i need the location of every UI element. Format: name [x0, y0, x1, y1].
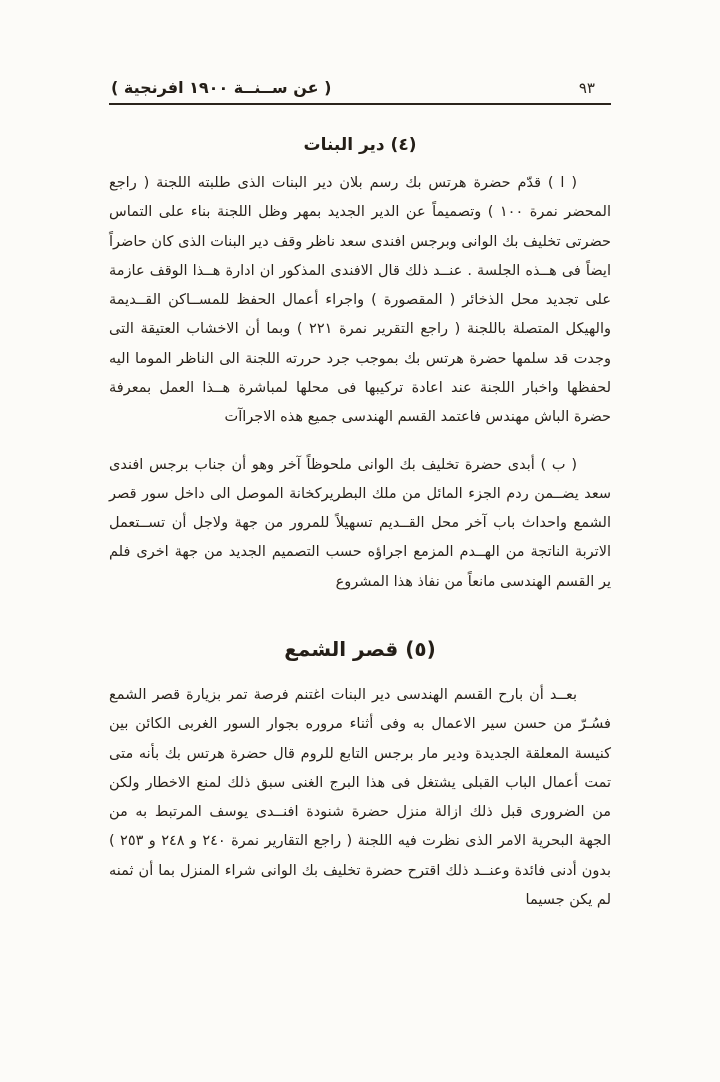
- paragraph-b: ( ب ) أبدى حضرة تخليف بك الوانى ملحوظاً آخر وهو أن جناب برجس افندى سعد يضــمن ردم الجزء المائل من ملك البطريركخانة الموصل الى داخل سور قصر الشمع واحداث باب آخر محل القــديم تسهيلاً للمرور من جهة ولاجل أن تســتعمل الاتربة الناتجة من الهــدم المزمع اجراؤه حسب التصميم الجديد من جهة اخرى فلم ير القسم الهندسى مانعاً من نفاذ هذا المشروع: [109, 456, 611, 590]
- header-rule: [109, 103, 611, 105]
- section-heading-dir-al-banat: (٤) دير البنات: [303, 135, 417, 155]
- paragraph-a: ( ا ) قدّم حضرة هرتس بك رسم بلان دير البنات الذى طلبته اللجنة ( راجع المحضر نمرة ١٠٠ ) وتصميماً عن الدير الجديد بمهر وظل اللجنة بناء على التماس حضرتى تخليف بك الوانى وبرجس افندى سعد ناظر وقف دير البنات الذى كان حاضراً ايضاً فى هــذه الجلسة . عنــد ذلك قال الافندى المذكور ان ادارة هــذا الوقف عازمة على تجديد محل الذخائر ( المقصورة ) واجراء أعمال الحفظ للمســاكن القــديمة والهيكل المتصلة باللجنة ( راجع التقرير نمرة ٢٢١ ) وبما أن الاخشاب العتيقة التى وجدت قد سلمها حضرة هرتس بك بموجب جرد حررته اللجنة الى الناظر الموما اليه لحفظها واخبار اللجنة عند اعادة تركيبها فى محلها لمباشرة هــذا العمل بمعرفة حضرة الباش مهندس فاعتمد القسم الهندسى جميع هذه الاجراآت: [109, 175, 611, 426]
- page-content: [109, 0, 611, 915]
- paragraph-qasr-al-shama: بعــد أن بارح القسم الهندسى دير البنات اغتنم فرصة تمر بزيارة قصر الشمع فسُـرّ من حسن سير الاعمال به وفى أثناء مروره بجوار السور الغربى الكائن بين كنيسة المعلقة الجديدة ودير مار برجس التابع للروم قال حضرة هرتس بك بأنه متى تمت أعمال الباب القبلى يشتغل فى هذا البرج الغنى سبق ذلك لمنع الاخطار ولكن من الضرورى قبل ذلك ازالة منزل حضرة شنودة افنــدى يوسف المرتبط به من الجهة البحرية الامر الذى نظرت فيه اللجنة ( راجع التقارير نمرة ٢٤٠ و ٢٤٨ و ٢٥٣ ) بدون أدنى فائدة وعنــد ذلك اقترح حضرة تخليف بك الوانى شراء المنزل بما أن ثمنه لم يكن جسيما: [109, 686, 611, 908]
- page-number: ٩٣: [578, 79, 595, 97]
- running-header: ( عن ســنــة ١٩٠٠ افرنجية ): [111, 78, 332, 97]
- page-header: [109, 78, 611, 103]
- section-heading-qasr-al-shama: (٥) قصر الشمع: [284, 636, 436, 661]
